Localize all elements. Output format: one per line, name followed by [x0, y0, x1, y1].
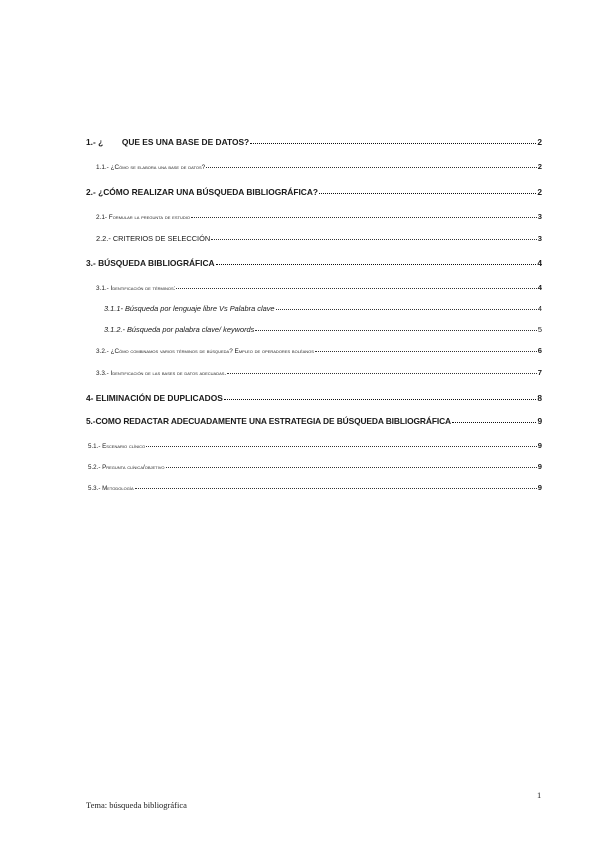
leader-dots	[211, 232, 537, 240]
toc-entry-label: 2.2.- CRITERIOS DE SELECCIÓN	[96, 234, 211, 243]
toc-entry-page: 9	[537, 462, 542, 471]
leader-dots	[206, 160, 537, 168]
toc-entry-label: 5.2.- Pregunta clínica/objetivo	[88, 464, 165, 471]
toc-entry-page: 2	[537, 162, 542, 171]
page-number: 1	[537, 790, 542, 800]
toc-entry[interactable]	[86, 461, 542, 474]
toc-entry[interactable]	[86, 161, 542, 174]
leader-dots	[135, 481, 537, 489]
toc-entry-label: 5.1.- Escenario clínico	[88, 443, 146, 450]
toc-entry[interactable]	[86, 303, 542, 315]
leader-dots	[315, 344, 537, 352]
toc-entry-page: 2	[537, 187, 542, 197]
toc-entry[interactable]	[86, 136, 542, 148]
toc-entry[interactable]	[86, 186, 542, 198]
toc-entry-page: 2	[537, 137, 542, 147]
toc-entry[interactable]	[86, 392, 542, 404]
toc-entry-label: 1.- ¿ QUE ES UNA BASE DE DATOS?	[86, 137, 250, 147]
toc-entry-page: 5	[537, 325, 542, 334]
toc-entry-label: 5.3.- Metodología	[88, 485, 134, 492]
toc-entry[interactable]	[86, 440, 542, 453]
toc-entry[interactable]	[86, 282, 542, 295]
leader-dots	[191, 210, 537, 218]
toc-entry[interactable]	[86, 324, 542, 336]
toc-entry-label: 3.- BÚSQUEDA BIBLIOGRÁFICA	[86, 258, 215, 268]
toc-entry-label: 3.2.- ¿Cómo combinamos varios términos de búsqueda? Empleo de operadores boléanos	[96, 348, 314, 355]
toc-entry-page: 3	[537, 212, 542, 221]
toc-entry-label: 3.1.2.- Búsqueda por palabra clave/ keywords	[104, 325, 255, 334]
toc-entry-label: 3.3.- Identificación de las bases de datos adecuadas.	[96, 370, 227, 377]
leader-dots	[216, 257, 537, 265]
toc-entry-label: 3.1.- Identificación de términos:	[96, 285, 176, 292]
toc-entry-label: 4- ELIMINACIÓN DE DUPLICADOS	[86, 393, 223, 403]
toc-entry[interactable]	[86, 415, 542, 427]
leader-dots	[319, 186, 536, 194]
toc-entry-label: 3.1.1- Búsqueda por lenguaje libre Vs Palabra clave	[104, 304, 275, 313]
toc-entry[interactable]	[86, 211, 542, 224]
toc-entry-page: 4	[537, 258, 542, 268]
leader-dots	[227, 366, 537, 374]
toc-entry-page: 4	[537, 304, 542, 313]
leader-dots	[276, 302, 537, 310]
leader-dots	[146, 439, 537, 447]
toc-entry[interactable]	[86, 257, 542, 269]
table-of-contents	[86, 136, 542, 495]
leader-dots	[224, 392, 537, 400]
toc-entry-page: 9	[537, 416, 542, 426]
leader-dots	[452, 415, 536, 423]
toc-entry[interactable]	[86, 233, 542, 245]
leader-dots	[250, 136, 536, 144]
toc-entry[interactable]	[86, 367, 542, 380]
leader-dots	[255, 323, 537, 331]
toc-entry-label: 2.1- Formular la pregunta de estudio	[96, 214, 190, 221]
toc-entry-label: 2.- ¿CÓMO REALIZAR UNA BÚSQUEDA BIBLIOGRÁFICA?	[86, 187, 319, 197]
toc-entry-page: 8	[537, 393, 542, 403]
toc-entry-page: 4	[537, 283, 542, 292]
leader-dots	[166, 460, 537, 468]
toc-entry-page: 7	[537, 368, 542, 377]
toc-entry-page: 3	[537, 234, 542, 243]
toc-entry[interactable]	[86, 482, 542, 495]
toc-entry[interactable]	[86, 345, 542, 358]
footer-text: Tema: búsqueda bibliográfica	[86, 800, 187, 810]
leader-dots	[176, 281, 536, 289]
toc-entry-page: 9	[537, 441, 542, 450]
toc-entry-label: 5.-COMO REDACTAR ADECUADAMENTE UNA ESTRATEGIA DE BÚSQUEDA BIBLIOGRÁFICA	[86, 416, 451, 426]
toc-entry-label: 1.1.- ¿Cómo se elabora una base de datos?	[96, 164, 206, 171]
toc-entry-page: 6	[537, 346, 542, 355]
toc-entry-page: 9	[537, 483, 542, 492]
